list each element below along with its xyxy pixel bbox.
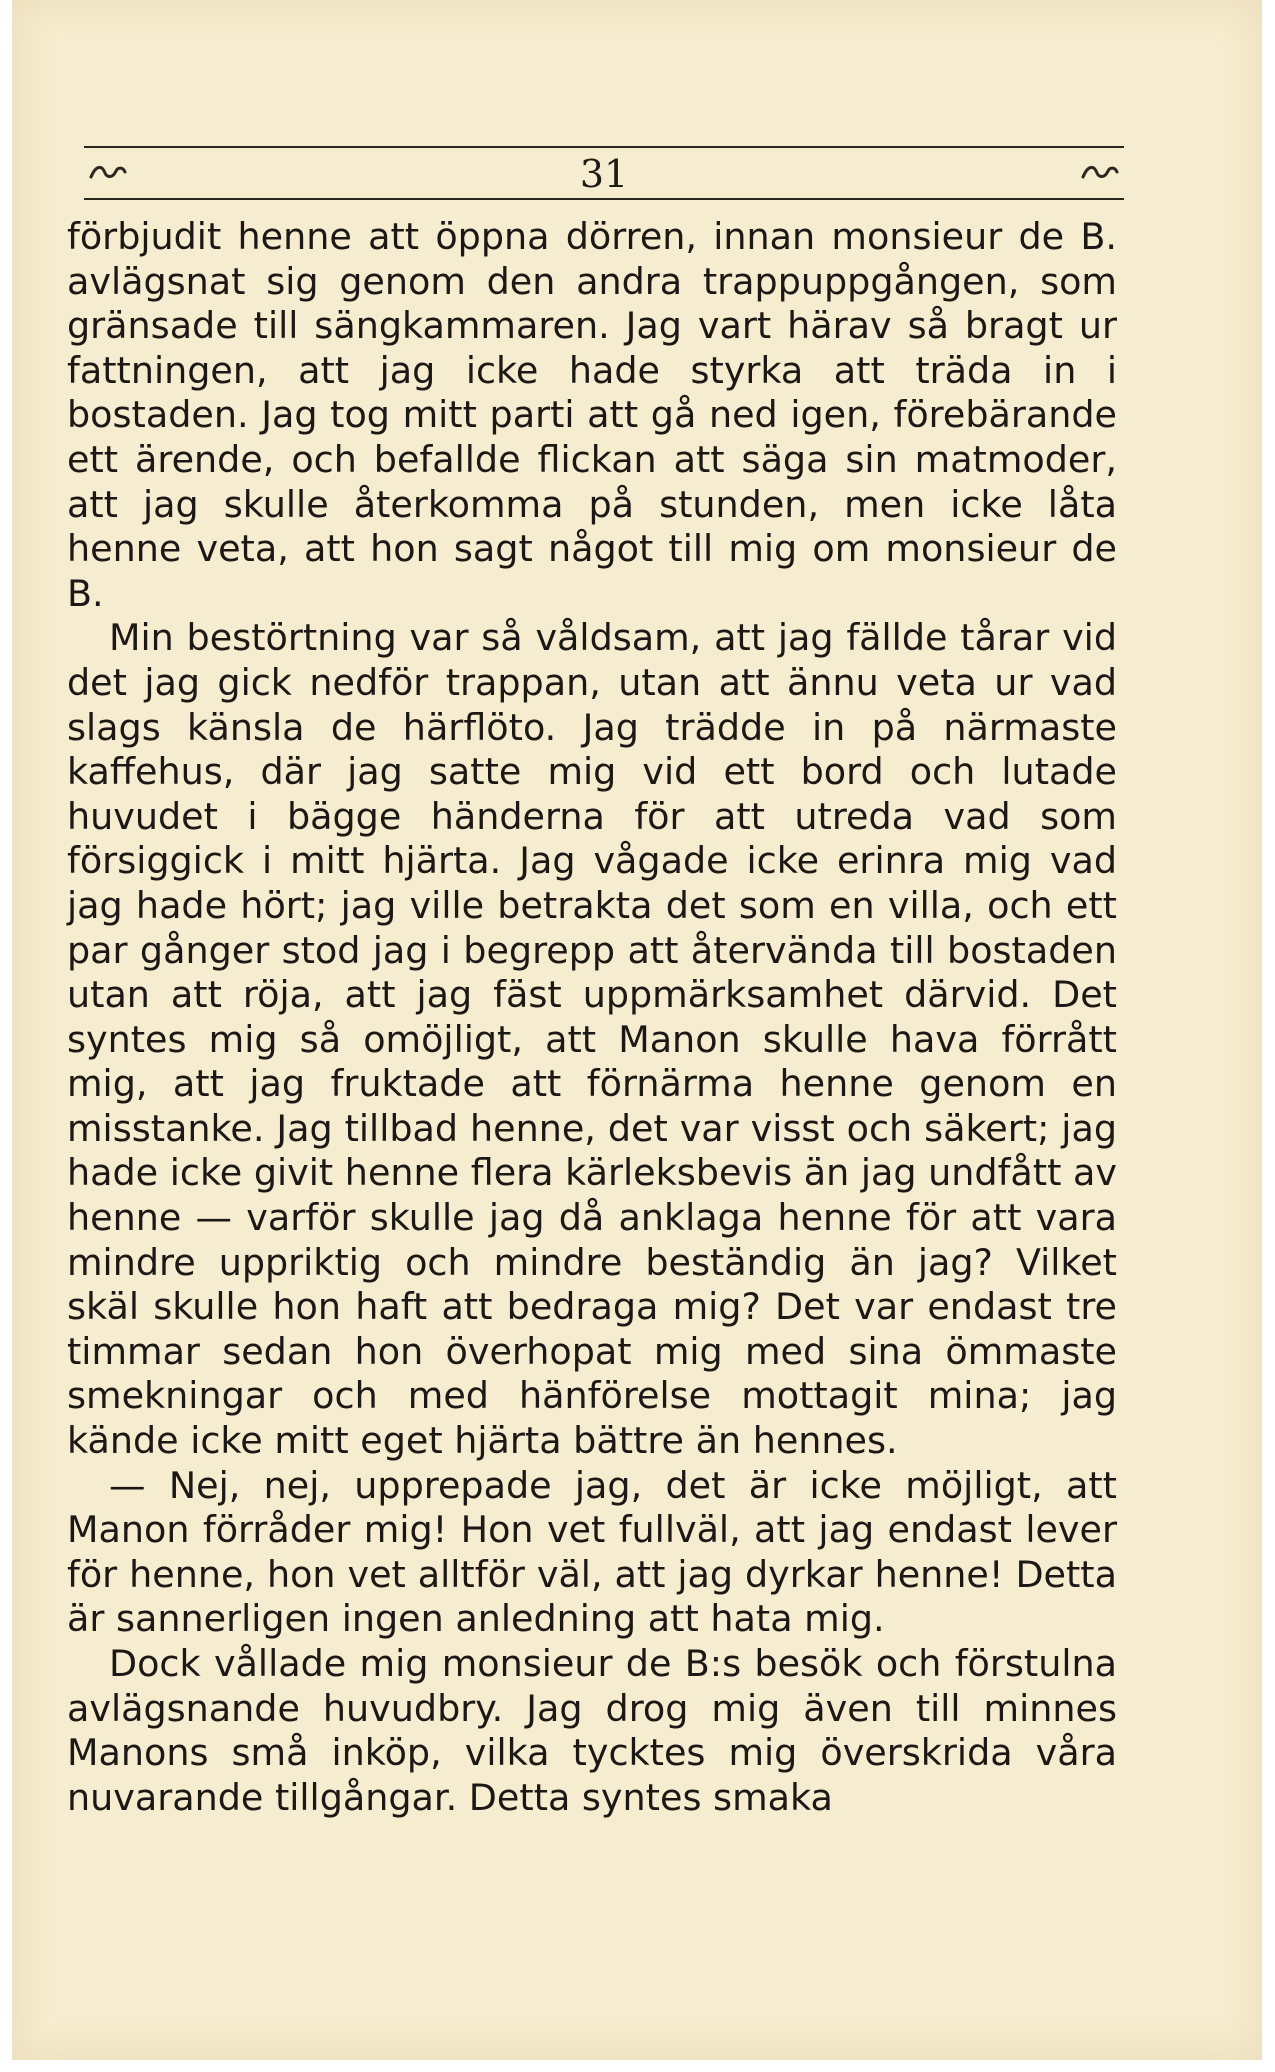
page-number: 31 (579, 152, 629, 196)
paragraph: Dock vållade mig monsieur de B:s besök och förstulna avlägsnande huvudbry. Jag drog mig även till minnes Manons små inköp, vilka tycktes mig överskrida våra nuvarande tillgångar. Detta syntes smaka (67, 1642, 1117, 1819)
paragraph: — Nej, nej, upprepade jag, det är icke möjligt, att Manon förråder mig! Hon vet fullväl, att jag endast lever för henne, hon vet alltför väl, att jag dyrkar henne! Detta är sannerligen ingen anledning att hata mig. (67, 1463, 1117, 1641)
header-rule-top (84, 146, 1124, 148)
book-page (12, 0, 1262, 2060)
header-rule-bottom (84, 198, 1124, 200)
paragraph: förbjudit henne att öppna dörren, innan monsieur de B. avlägsnat sig genom den andra trappuppgången, som gränsade till sängkammaren. Jag vart härav så bragt ur fattningen, att jag icke hade styrka att träda in i bostaden. Jag tog mitt parti att gå ned igen, förebärande ett ärende, och befallde flickan att säga sin matmoder, att jag skulle återkomma på stunden, men icke låta henne veta, att hon sagt något till mig om monsieur de B. (67, 215, 1117, 615)
paragraph: Min bestörtning var så våldsam, att jag fällde tårar vid det jag gick nedför trappan, utan att ännu veta ur vad slags känsla de härflöto. Jag trädde in på närmaste kaffehus, där jag satte mig vid ett bord och lutade huvudet i bägge händerna för att utreda vad som försiggick i mitt hjärta. Jag vågade icke erinra mig vad jag hade hört; jag ville betrakta det som en villa, och ett par gånger stod jag i begrepp att återvända till bostaden utan att röja, att jag fäst uppmärksamhet därvid. Det syntes mig så omöjligt, att Manon skulle hava förrått mig, att jag fruktade att förnärma henne genom en misstanke. Jag tillbad henne, det var visst och säkert; jag hade icke givit henne flera kärleksbevis än jag undfått av henne — varför skulle jag då anklaga henne för att vara mindre uppriktig och mindre beständig än jag? Vilket skäl skulle hon haft att bedraga mig? Det var endast tre timmar sedan hon överhopat mig med sina ömmaste smekningar och med hänförelse mottagit mina; jag kände icke mitt eget hjärta bättre än hennes. (67, 616, 1117, 1463)
page-header (84, 140, 1124, 204)
scroll-flourish-icon (1080, 162, 1120, 182)
body-text (67, 215, 1117, 1820)
